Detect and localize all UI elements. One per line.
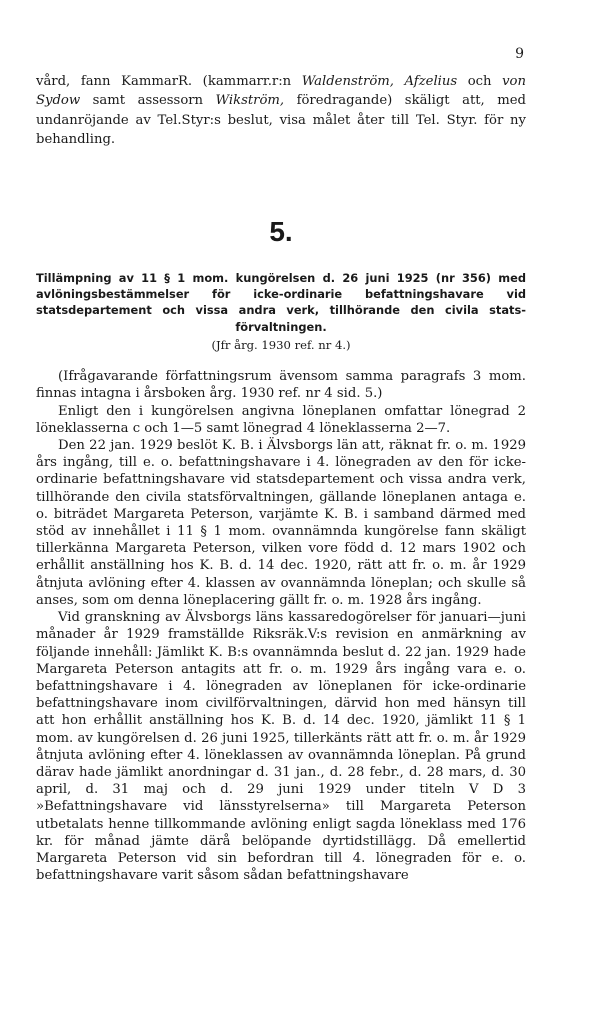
body-paragraph: Vid granskning av Älvsborgs läns kassaredogörelser för januari—juni månader år 1929 framställde Riksräk.V:s revision en anmärkning av följande innehåll: Jämlikt K. B:s ovannämnda beslut d. 22 jan. 1929 hade Margareta Peterson antagits att fr. o. m. 1929 års ingång vara e. o. befattningshavare i 4. lönegraden av löneplanen för icke-ordinarie befattningshavare inom civilförvaltningen, därvid hon med hänsyn till att hon erhållit anställning hos K. B. d. 14 dec. 1920, jämlikt 11 § 1 mom. av kungörelsen d. 26 juni 1925, tillerkänts rätt att fr. o. m. år 1929 åtnjuta avlöning efter 4. löneklassen av ovannämnda löneplan. På grund därav hade jämlikt anordningar d. 31 jan., d. 28 febr., d. 28 mars, d. 30 april, d. 31 maj och d. 29 juni 1929 under titeln V D 3 »Befattningshavare vid länsstyrelserna» till Margareta Peterson utbetalats henne tillkommande avlöning enligt sagda löneklass med 176 kr. för månad jämte därå belöpande dyrtidstillägg. Då emellertid Margareta Peterson vid sin befordran till 4. lönegraden för e. o. befattningshavare varit såsom sådan befattningshavare <box>36 610 526 884</box>
page-number: 9 <box>515 46 524 62</box>
intro-paragraph <box>36 72 526 150</box>
intro-text-3: samt assessorn <box>80 93 216 109</box>
section-number: 5. <box>269 215 293 247</box>
intro-text-1: vård, fann KammarR. (kammarr.r:n <box>36 74 302 89</box>
section-reference: (Jfr årg. 1930 ref. nr 4.) <box>211 338 351 353</box>
intro-text-4: föredragande) skäligt att, med undanröjande av Tel.Styr:s beslut, visa målet åter till Tel. Styr. för ny behandling. <box>36 93 526 148</box>
intro-text-2: och <box>457 74 503 89</box>
document-page <box>36 40 526 884</box>
judges-names-2: von Sydow <box>36 74 526 109</box>
body-paragraph: Den 22 jan. 1929 beslöt K. B. i Älvsborgs län att, räknat fr. o. m. 1929 års ingång, till e. o. befattningshavare i 4. lönegraden av den för icke-ordinarie befattningshavare vid statsdepartement och vissa andra verk, tillhörande den civila statsförvaltningen, gällande löneplanen antaga e. o. biträdet Margareta Peterson, varjämte K. B. i samband därmed med stöd av innehållet i 11 § 1 mom. ovannämnda kungörelse fann skäligt tillerkänna Margareta Peterson, vilken vore född d. 12 mars 1902 och erhållit anställning hos K. B. d. 14 dec. 1920, rätt att fr. o. m. år 1929 åtnjuta avlöning efter 4. klassen av ovannämnda löneplan; och skulle så anses, som om denna löneplacering gällt fr. o. m. 1928 års ingång. <box>36 438 526 608</box>
rapporteur-name: Wikström, <box>215 93 285 109</box>
section-title: Tillämpning av 11 § 1 mom. kungörelsen d. 26 juni 1925 (nr 356) med avlöningsbestämmelser för icke-ordinarie befattningshavare vid statsdepartement och vissa andra verk, tillhörande den civila stats- förvaltningen. <box>36 270 526 334</box>
body-paragraph: Enligt den i kungörelsen angivna löneplanen omfattar lönegrad 2 löneklasserna c och 1—5 samt lönegrad 4 löneklasserna 2—7. <box>36 403 526 436</box>
body-paragraph: (Ifrågavarande författningsrum ävensom samma paragrafs 3 mom. finnas intagna i årsboken årg. 1930 ref. nr 4 sid. 5.) <box>36 369 526 402</box>
judges-names-1: Waldenström, Afzelius <box>301 74 458 89</box>
body-text <box>36 368 526 884</box>
